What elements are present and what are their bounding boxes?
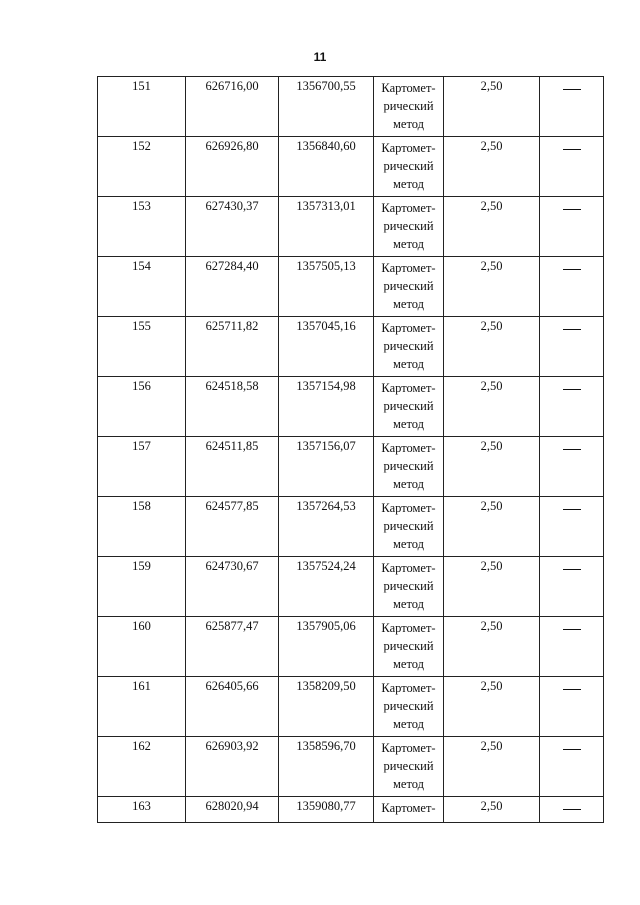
x-coordinate-cell: 624511,85 [186, 437, 279, 497]
method-line: метод [392, 237, 424, 251]
note-cell [540, 197, 604, 257]
point-number-cell: 161 [98, 677, 186, 737]
point-number-cell: 153 [98, 197, 186, 257]
point-number-cell: 159 [98, 557, 186, 617]
note-cell [540, 497, 604, 557]
method-line: Картомет- [381, 621, 436, 635]
accuracy-cell: 2,50 [444, 437, 540, 497]
x-coordinate-cell: 624518,58 [186, 377, 279, 437]
point-number-cell: 152 [98, 137, 186, 197]
method-cell [374, 257, 444, 317]
method-line: рический [383, 339, 434, 353]
method-line: рический [383, 699, 434, 713]
dash-mark [563, 149, 581, 150]
method-line: рический [383, 519, 434, 533]
point-number-cell: 158 [98, 497, 186, 557]
y-coordinate-cell: 1358209,50 [279, 677, 374, 737]
table-row [98, 77, 604, 137]
table-body [98, 77, 604, 823]
table-row [98, 437, 604, 497]
x-coordinate-cell: 626405,66 [186, 677, 279, 737]
dash-mark [563, 89, 581, 90]
dash-mark [563, 329, 581, 330]
method-line: Картомет- [381, 81, 436, 95]
method-line: метод [392, 117, 424, 131]
method-cell [374, 377, 444, 437]
method-line: Картомет- [381, 141, 436, 155]
method-line: Картомет- [381, 321, 436, 335]
method-line: метод [392, 177, 424, 191]
x-coordinate-cell: 625877,47 [186, 617, 279, 677]
y-coordinate-cell: 1357045,16 [279, 317, 374, 377]
note-cell [540, 737, 604, 797]
x-coordinate-cell: 626716,00 [186, 77, 279, 137]
y-coordinate-cell: 1358596,70 [279, 737, 374, 797]
method-line: Картомет- [381, 561, 436, 575]
method-line: Картомет- [381, 441, 436, 455]
dash-mark [563, 449, 581, 450]
table-row [98, 737, 604, 797]
method-cell [374, 497, 444, 557]
table-row [98, 677, 604, 737]
note-cell [540, 617, 604, 677]
coordinates-table [97, 76, 604, 823]
method-cell [374, 797, 444, 823]
point-number-cell: 160 [98, 617, 186, 677]
table-row [98, 497, 604, 557]
x-coordinate-cell: 627430,37 [186, 197, 279, 257]
method-line: метод [392, 597, 424, 611]
accuracy-cell: 2,50 [444, 257, 540, 317]
table-row [98, 137, 604, 197]
method-cell [374, 197, 444, 257]
table-row [98, 797, 604, 823]
dash-mark [563, 689, 581, 690]
dash-mark [563, 749, 581, 750]
dash-mark [563, 389, 581, 390]
method-cell [374, 77, 444, 137]
method-line: Картомет- [381, 501, 436, 515]
dash-mark [563, 629, 581, 630]
method-line: рический [383, 279, 434, 293]
x-coordinate-cell: 626926,80 [186, 137, 279, 197]
y-coordinate-cell: 1357313,01 [279, 197, 374, 257]
method-line: рический [383, 639, 434, 653]
accuracy-cell: 2,50 [444, 197, 540, 257]
accuracy-cell: 2,50 [444, 617, 540, 677]
note-cell [540, 317, 604, 377]
method-line: Картомет- [381, 261, 436, 275]
x-coordinate-cell: 626903,92 [186, 737, 279, 797]
point-number-cell: 151 [98, 77, 186, 137]
method-cell [374, 737, 444, 797]
method-cell [374, 617, 444, 677]
method-line: метод [392, 777, 424, 791]
note-cell [540, 377, 604, 437]
method-cell [374, 317, 444, 377]
accuracy-cell: 2,50 [444, 497, 540, 557]
x-coordinate-cell: 625711,82 [186, 317, 279, 377]
method-line: метод [392, 477, 424, 491]
method-cell [374, 137, 444, 197]
note-cell [540, 557, 604, 617]
method-line: рический [383, 159, 434, 173]
x-coordinate-cell: 627284,40 [186, 257, 279, 317]
table-row [98, 557, 604, 617]
dash-mark [563, 209, 581, 210]
note-cell [540, 677, 604, 737]
x-coordinate-cell: 624577,85 [186, 497, 279, 557]
table-row [98, 257, 604, 317]
accuracy-cell: 2,50 [444, 377, 540, 437]
note-cell [540, 257, 604, 317]
dash-mark [563, 809, 581, 810]
accuracy-cell: 2,50 [444, 557, 540, 617]
method-line: Картомет- [381, 681, 436, 695]
method-line: рический [383, 759, 434, 773]
dash-mark [563, 509, 581, 510]
method-cell [374, 557, 444, 617]
method-line: Картомет- [381, 201, 436, 215]
method-line: рический [383, 219, 434, 233]
method-line: метод [392, 357, 424, 371]
dash-mark [563, 569, 581, 570]
accuracy-cell: 2,50 [444, 137, 540, 197]
y-coordinate-cell: 1357264,53 [279, 497, 374, 557]
accuracy-cell: 2,50 [444, 737, 540, 797]
method-cell [374, 677, 444, 737]
method-cell [374, 437, 444, 497]
method-line: рический [383, 459, 434, 473]
method-line: Картомет- [381, 801, 436, 815]
dash-mark [563, 269, 581, 270]
method-line: метод [392, 417, 424, 431]
method-line: Картомет- [381, 381, 436, 395]
y-coordinate-cell: 1357154,98 [279, 377, 374, 437]
y-coordinate-cell: 1356700,55 [279, 77, 374, 137]
method-line: метод [392, 297, 424, 311]
table-row [98, 377, 604, 437]
method-line: рический [383, 399, 434, 413]
table-row [98, 317, 604, 377]
note-cell [540, 77, 604, 137]
x-coordinate-cell: 624730,67 [186, 557, 279, 617]
y-coordinate-cell: 1357156,07 [279, 437, 374, 497]
point-number-cell: 154 [98, 257, 186, 317]
accuracy-cell: 2,50 [444, 797, 540, 823]
note-cell [540, 437, 604, 497]
table-row [98, 617, 604, 677]
method-line: метод [392, 717, 424, 731]
method-line: рический [383, 99, 434, 113]
note-cell [540, 137, 604, 197]
point-number-cell: 163 [98, 797, 186, 823]
accuracy-cell: 2,50 [444, 677, 540, 737]
accuracy-cell: 2,50 [444, 77, 540, 137]
point-number-cell: 162 [98, 737, 186, 797]
y-coordinate-cell: 1357905,06 [279, 617, 374, 677]
accuracy-cell: 2,50 [444, 317, 540, 377]
point-number-cell: 157 [98, 437, 186, 497]
point-number-cell: 155 [98, 317, 186, 377]
y-coordinate-cell: 1357524,24 [279, 557, 374, 617]
note-cell [540, 797, 604, 823]
x-coordinate-cell: 628020,94 [186, 797, 279, 823]
method-line: метод [392, 537, 424, 551]
method-line: метод [392, 657, 424, 671]
method-line: Картомет- [381, 741, 436, 755]
y-coordinate-cell: 1357505,13 [279, 257, 374, 317]
page-number: 11 [313, 50, 327, 64]
y-coordinate-cell: 1356840,60 [279, 137, 374, 197]
method-line: рический [383, 579, 434, 593]
y-coordinate-cell: 1359080,77 [279, 797, 374, 823]
point-number-cell: 156 [98, 377, 186, 437]
table-row [98, 197, 604, 257]
